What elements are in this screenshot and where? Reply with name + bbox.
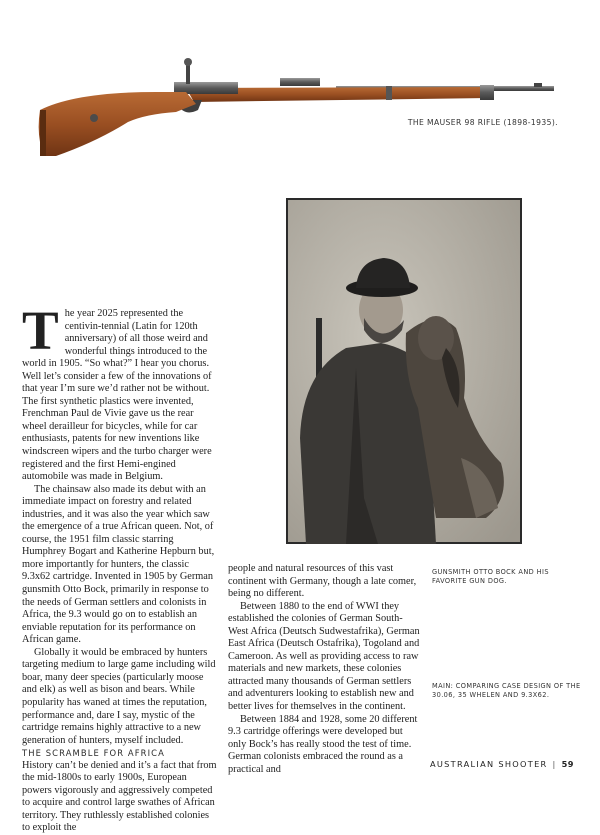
section-subheading: THE SCRAMBLE FOR AFRICA (22, 748, 165, 759)
article-paragraph-1: he year 2025 represented the centivin-tennial (Latin for 120th anniversary) of all those weird and wonderful things introduced to the world in 1905. “So what?” I hear you chorus. Well let’s consider a few of the innovations of that year I’m sure we’d rather not be without. The first synthetic plastics were invented, Frenchman Paul de Vivie gave us the rear wheel derailleur for bicycles, while for car enthusiasts, patents for new inventions like windscreen wipers and the turbo charger were registered and the first Hemi-engined automobile was made in Belgium. (22, 308, 212, 483)
rifle-caption: THE MAUSER 98 RIFLE (1898-1935). (407, 118, 558, 127)
article-paragraph-5: people and natural resources of this vast continent with Germany, though a late comer, being no different. (228, 563, 417, 600)
footer-separator: | (552, 759, 557, 769)
article-column-1 (22, 300, 218, 835)
rifle-image (36, 52, 558, 162)
page-number: 59 (561, 759, 574, 769)
article-paragraph-3: Globally it would be embraced by hunters targeting medium to large game including wild boar, many deer species (particularly moose and elk) as well as bison and bears. While popularity has waned at times the reputation, performance and, dare I say, mystic of the cartridge remains highly attractive to a new generation of hunters, myself included. (22, 646, 216, 746)
otto-bock-photo (286, 198, 522, 544)
article-paragraph-6: Between 1880 to the end of WWI they established the colonies of German South-West Africa (Deutsch Sudwestafrika), German East Africa (Deutsch Ostafrika), Togoland and Cameroon. As well as providing access to raw materials and new markets, these colonies attracted many thousands of German settlers and adventurers looking to establish new and better lives for themselves in the continent. (228, 600, 420, 713)
otto-bock-with-dog-illustration (286, 198, 522, 544)
drop-cap: T (22, 300, 59, 361)
article-paragraph-7: Between 1884 and 1928, some 20 different 9.3 cartridge offerings were developed but only Bock’s has really stood the test of time. German colonists embraced the round as a practical and (228, 713, 418, 775)
photo-caption: GUNSMITH OTTO BOCK AND HIS FAVORITE GUN DOG. (432, 568, 549, 586)
article-paragraph-2: The chainsaw also made its debut with an immediate impact on forestry and related industries, and it was also the year which saw the emergence of a true African queen. Not, of course, the 1951 film classic starring Humphrey Bogart and Katherine Hepburn but, more importantly for hunters, the classic 9.3x62 cartridge. Invented in 1905 by German gunsmith Otto Bock, primarily in response to the needs of German settlers and colonists in Africa, the 9.3 would go on to establish an enviable reputation for its performance on African game. (22, 483, 215, 646)
article-column-2 (228, 563, 422, 776)
mauser-rifle-illustration (36, 52, 558, 162)
page-footer (430, 759, 574, 769)
article-paragraph-4: History can’t be denied and it’s a fact that from the mid-1800s to early 1900s, European powers vigorously and aggressively competed to acquire and control large swathes of African territory. They ruthlessly established colonies to exploit the (22, 759, 217, 834)
magazine-name: AUSTRALIAN SHOOTER (429, 759, 548, 769)
main-caption: MAIN: COMPARING CASE DESIGN OF THE 30.06, 35 WHELEN AND 9.3X62. (432, 682, 581, 700)
